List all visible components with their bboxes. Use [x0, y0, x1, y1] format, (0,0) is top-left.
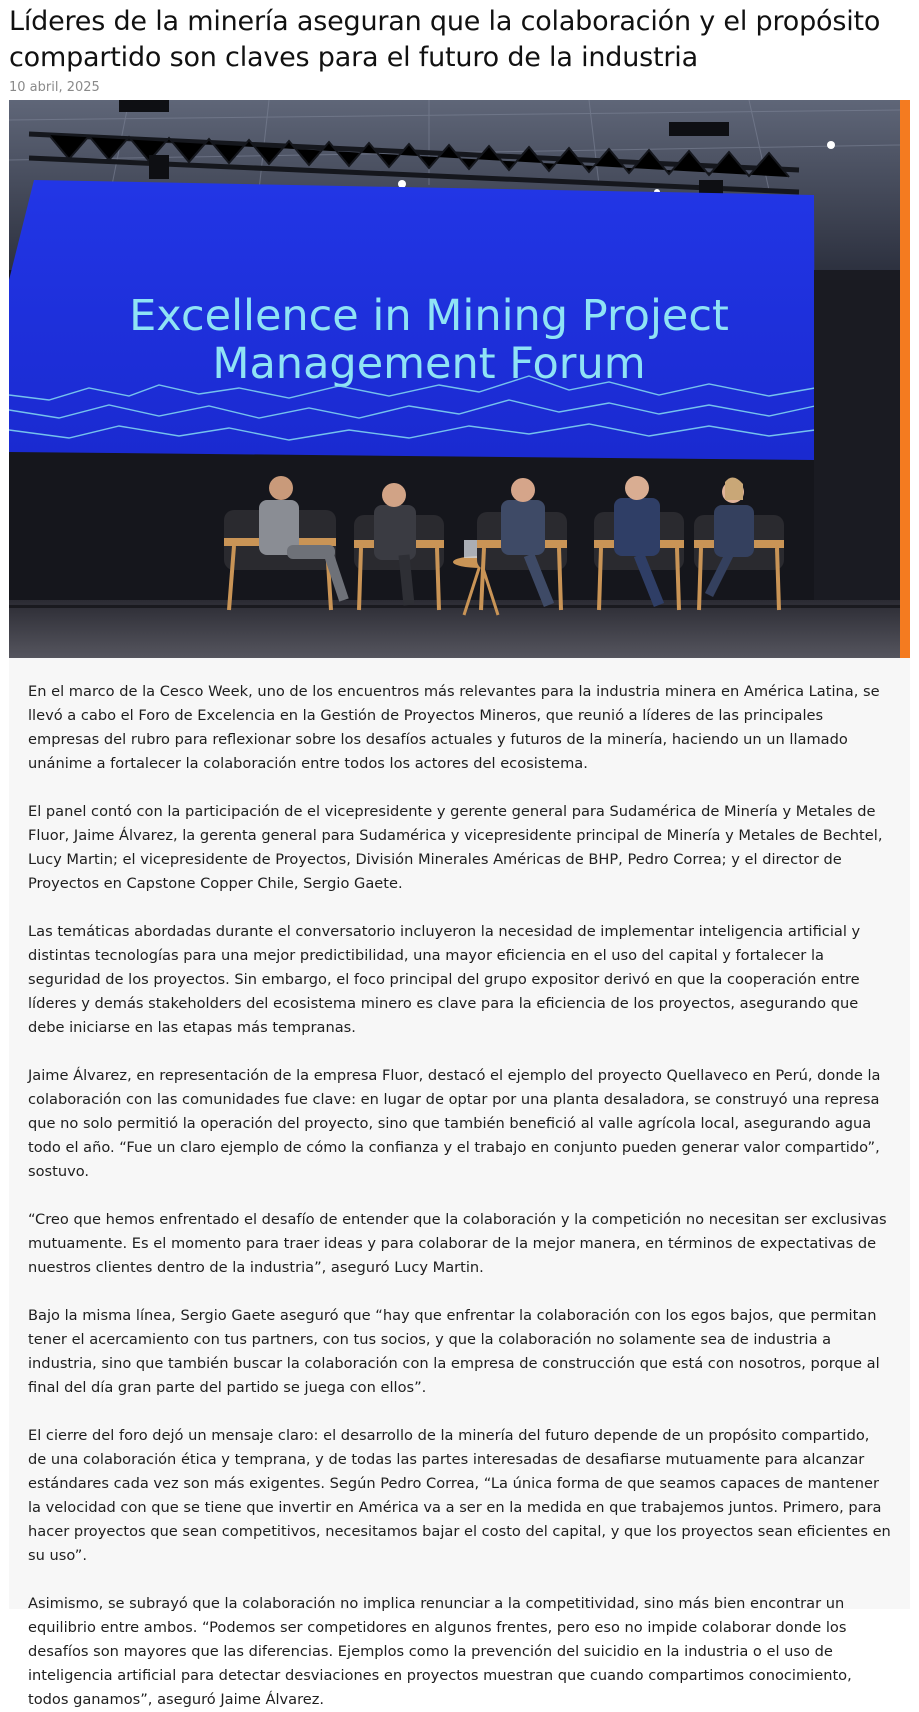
hero-image	[9, 100, 900, 658]
screen-title-line1: Excellence in Mining Project	[129, 291, 729, 341]
article-body	[9, 658, 910, 1708]
screen-title-line2: Management Forum	[212, 339, 646, 389]
article-title: Líderes de la minería aseguran que la colaboración y el propósito compartido son claves para el futuro de la industria	[9, 6, 881, 73]
article-paragraph: El panel contó con la participación de el vicepresidente y gerente general para Sudamérica de Minería y Metales de Fluor, Jaime Álvarez, la gerenta general para Sudamérica y vicepresidente principal de Minería y Metales de Bechtel, Lucy Martin; el vicepresidente de Proyectos, División Minerales Américas de BHP, Pedro Correa; y el director de Proyectos en Capstone Copper Chile, Sergio Gaete.	[28, 803, 883, 892]
article-date: 10 abril, 2025	[9, 80, 100, 95]
article-paragraph: Las temáticas abordadas durante el conversatorio incluyeron la necesidad de implementar inteligencia artificial y distintas tecnologías para una mejor predictibilidad, una mayor eficiencia en el uso del capital y fortalecer la seguridad de los proyectos. Sin embargo, el foco principal del grupo expositor derivó en que la cooperación entre líderes y demás stakeholders del ecosistema minero es clave para la eficiencia de los proyectos, asegurando que debe iniciarse en las etapas más tempranas.	[28, 923, 861, 1036]
article-paragraph: “Creo que hemos enfrentado el desafío de entender que la colaboración y la competición no necesitan ser exclusivas mutuamente. Es el momento para traer ideas y para colaborar de la mejor manera, en términos de expectativas de nuestros clientes dentro de la industria”, aseguró Lucy Martin.	[28, 1211, 887, 1276]
article-paragraph: Jaime Álvarez, en representación de la empresa Fluor, destacó el ejemplo del proyecto Quellaveco en Perú, donde la colaboración con las comunidades fue clave: en lugar de optar por una planta desaladora, se construyó una represa que no solo permitió la operación del proyecto, sino que también benefició al valle agrícola local, asegurando agua todo el año. “Fue un claro ejemplo de cómo la confianza y el trabajo en conjunto pueden generar valor compartido”, sostuvo.	[28, 1067, 881, 1180]
article-paragraph: El cierre del foro dejó un mensaje claro: el desarrollo de la minería del futuro depende de un propósito compartido, de una colaboración ética y temprana, y de todas las partes interesadas de desafiarse mutuamente para alcanzar estándares cada vez son más exigentes. Según Pedro Correa, “La única forma de que seamos capaces de mantener la velocidad con que se tiene que invertir en América va a ser en la medida en que trabajemos juntos. Primero, para hacer proyectos que sean competitivos, necesitamos bajar el costo del capital, y que los proyectos sean eficientes en su uso”.	[28, 1427, 891, 1564]
article-paragraph: En el marco de la Cesco Week, uno de los encuentros más relevantes para la industria minera en América Latina, se llevó a cabo el Foro de Excelencia en la Gestión de Proyectos Mineros, que reunió a líderes de las principales empresas del rubro para reflexionar sobre los desafíos actuales y futuros de la minería, haciendo un un llamado unánime a fortalecer la colaboración entre todos los actores del ecosistema.	[28, 683, 880, 772]
article-paragraph: Asimismo, se subrayó que la colaboración no implica renunciar a la competitividad, sino más bien encontrar un equilibrio entre ambos. “Podemos ser competidores en algunos frentes, pero eso no impide colaborar donde los desafíos son mayores que las diferencias. Ejemplos como la prevención del suicidio en la industria o el uso de inteligencia artificial para detectar desviaciones en proyectos muestran que cuando compartimos conocimiento, todos ganamos”, aseguró Jaime Álvarez.	[28, 1595, 852, 1708]
accent-bar	[900, 100, 910, 660]
article-paragraph: Bajo la misma línea, Sergio Gaete aseguró que “hay que enfrentar la colaboración con los egos bajos, que permitan tener el acercamiento con tus partners, con tus socios, y que la colaboración no solamente sea de industria a industria, sino que también buscar la colaboración con la empresa de construcción que está con nosotros, porque al final del día gran parte del partido se juega con ellos”.	[28, 1307, 880, 1396]
